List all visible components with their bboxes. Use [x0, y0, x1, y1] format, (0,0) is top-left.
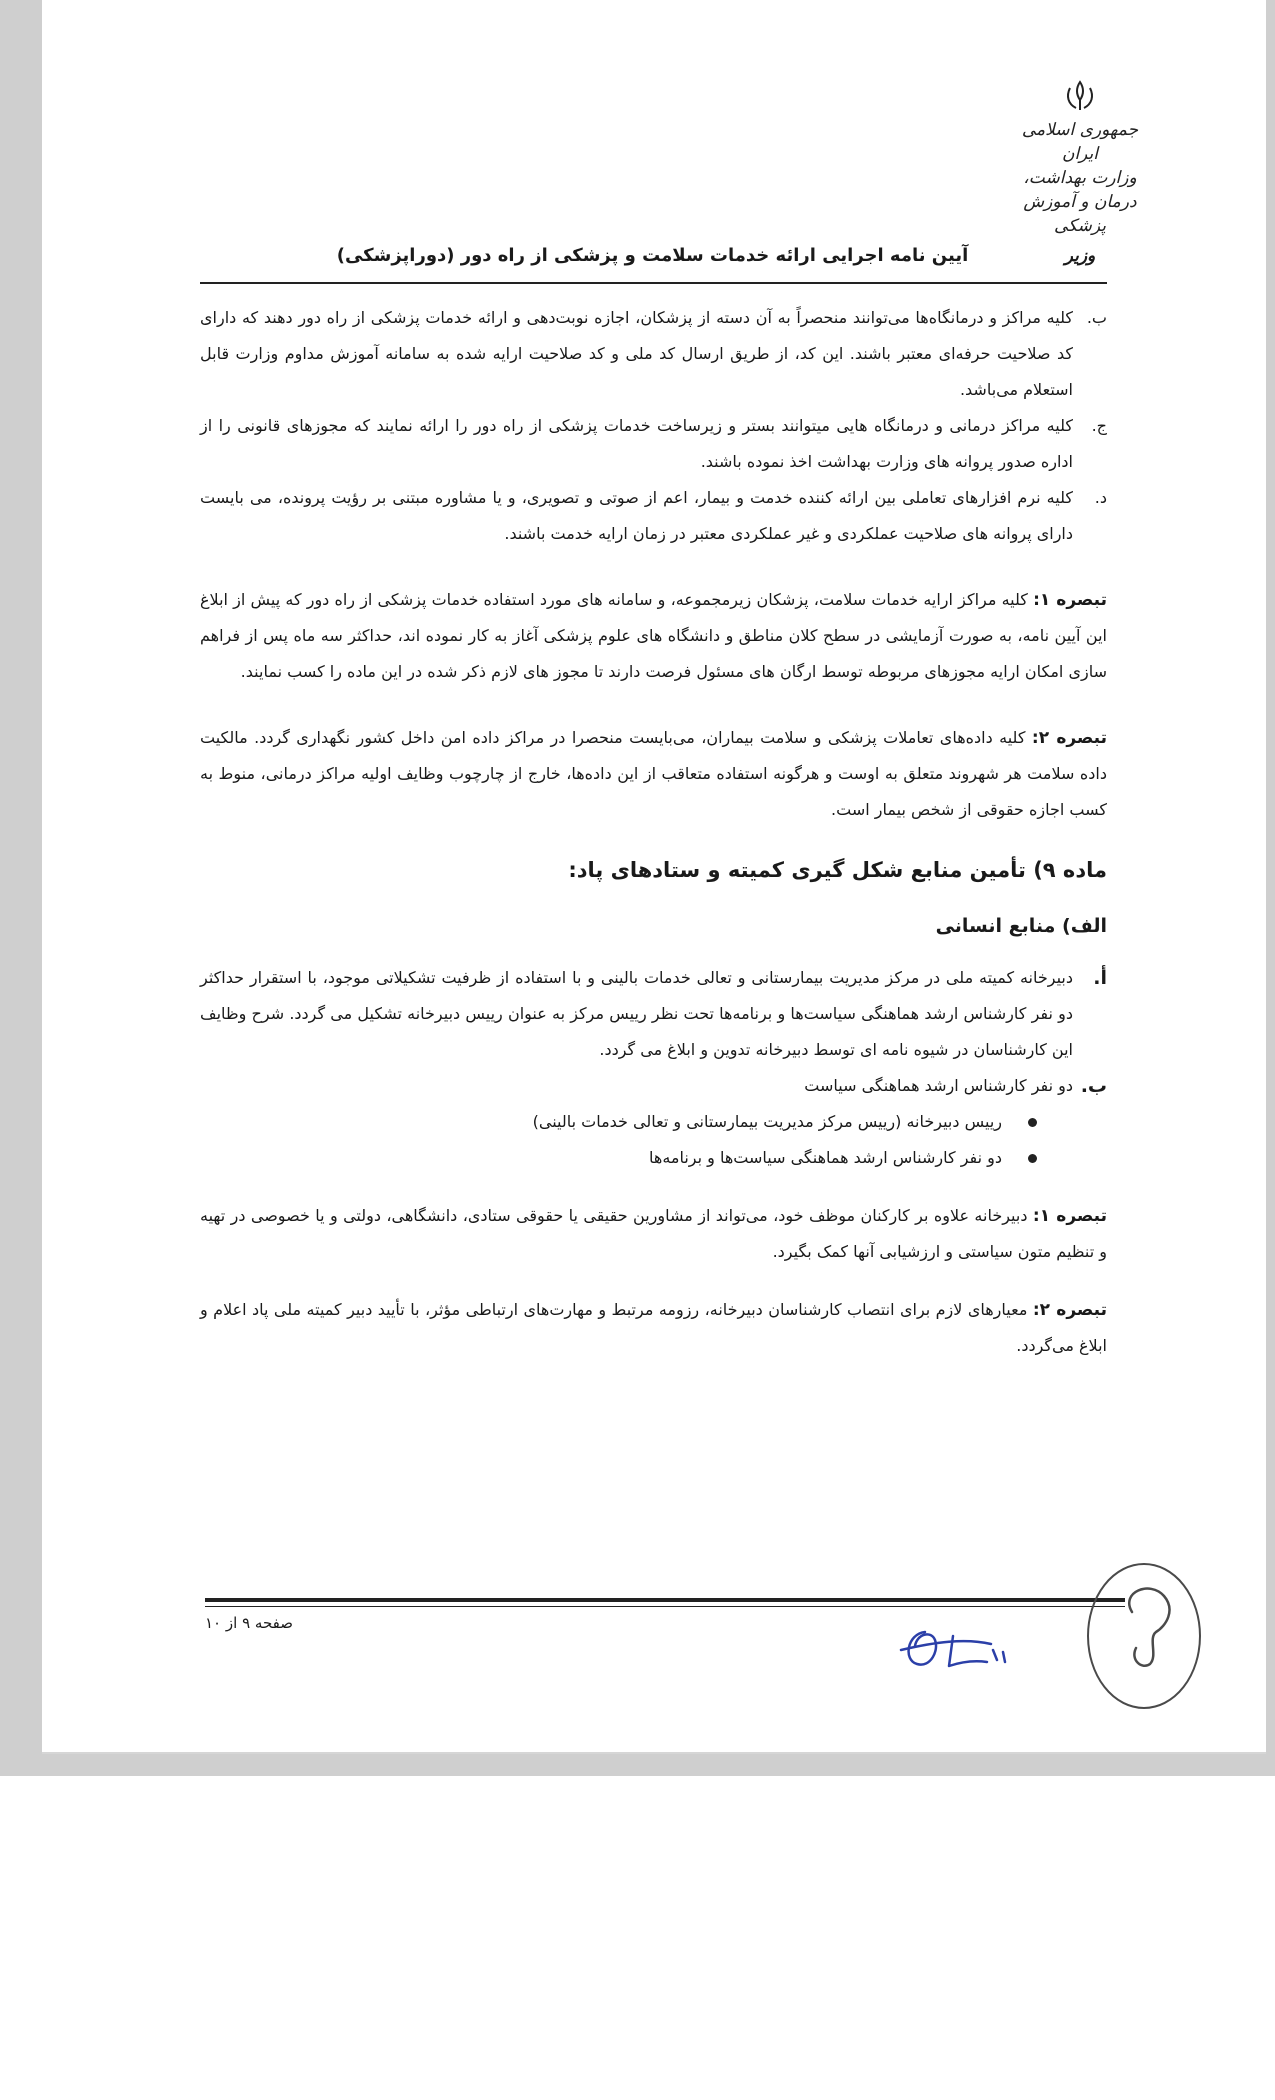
item-text: کلیه مراکز درمانی و درمانگاه هایی میتوانند بستر و زیرساخت خدمات پزشکی از راه دور را ارائه نمایند که مجوزهای قانونی را از اداره صدور پروانه های وزارت بهداشت اخذ نموده باشند. — [200, 416, 1073, 471]
org-name-line: جمهوری اسلامی ایران — [1021, 120, 1139, 164]
letterhead — [1005, 78, 1155, 266]
note-label: تبصره ۲: — [1032, 1300, 1107, 1320]
note-paragraph — [200, 1292, 1107, 1364]
list-item — [200, 1068, 1107, 1104]
footer-divider — [205, 1598, 1125, 1602]
sub-heading: الف) منابع انسانی — [935, 915, 1107, 937]
page-number: صفحه ۹ از ۱۰ — [205, 1614, 293, 1632]
list-item — [200, 960, 1107, 1068]
item-text: کلیه مراکز و درمانگاه‌ها می‌توانند منحصراً به آن دسته از پزشکان، اجازه نوبت‌دهی و ارائه خدمات پزشکی از راه دور دهند که دارای کد صلاحیت حرفه‌ای معتبر باشند. این کد، از طریق ارسال کد ملی و کد صلاحیت ارایه شده به سامانه آموزش مداوم وزارت قابل استعلام می‌باشد. — [200, 308, 1073, 399]
list-item — [200, 408, 1107, 480]
signature-mark — [895, 1620, 1035, 1680]
document-title: آیین نامه اجرایی ارائه خدمات سلامت و پزشکی از راه دور (دوراپزشکی) — [336, 245, 969, 266]
item-text: دو نفر کارشناس ارشد هماهنگی سیاست — [804, 1076, 1073, 1095]
bullet-icon — [1028, 1118, 1037, 1127]
item-letter: ج. — [1091, 416, 1107, 435]
note-text: کلیه داده‌های تعاملات پزشکی و سلامت بیماران، می‌بایست منحصرا در مراکز داده امن داخل کشور نگهداری گردد. مالکیت داده سلامت هر شهروند متعلق به اوست و هرگونه استفاده متعاقب از این داده‌ها، خارج از چارچوب وظایف اولیه مراکز درمانی، منوط به کسب اجازه حقوقی از شخص بیمار است. — [200, 728, 1107, 819]
item-text: دبیرخانه کمیته ملی در مرکز مدیریت بیمارستانی و تعالی خدمات بالینی و با استفاده از ظرفیت تشکیلاتی موجود، با استقرار حداکثر دو نفر کارشناس ارشد هماهنگی سیاست‌ها و برنامه‌ها تحت نظر رییس مرکز به عنوان رییس دبیرخانه تشکیل می گردد. شرح وظایف این کارشناسان در شیوه نامه ای توسط دبیرخانه تدوین و ابلاغ می گردد. — [200, 968, 1073, 1059]
note-paragraph — [200, 1198, 1107, 1270]
note-text: دبیرخانه علاوه بر کارکنان موظف خود، می‌تواند از مشاورین حقیقی یا حقوقی ستادی، دانشگاهی، دولتی و یا خصوصی در تهیه و تنظیم متون سیاستی و ارزشیابی آنها کمک بگیرد. — [200, 1206, 1107, 1261]
bullet-item — [200, 1140, 1037, 1176]
item-text: کلیه نرم افزارهای تعاملی بین ارائه کننده خدمت و بیمار، اعم از صوتی و تصویری، و یا مشاوره مبتنی بر رؤیت پرونده، می بایست دارای پروانه های صلاحیت عملکردی و غیر عملکردی معتبر در زمان ارایه خدمت باشند. — [200, 488, 1073, 543]
item-letter: ب. — [1086, 308, 1107, 327]
bullet-text: رییس دبیرخانه (رییس مرکز مدیریت بیمارستانی و تعالی خدمات بالینی) — [532, 1112, 1002, 1131]
note-label: تبصره ۱: — [1032, 1206, 1107, 1226]
note-paragraph — [200, 720, 1107, 828]
national-emblem-icon — [1062, 78, 1098, 114]
list-item — [200, 480, 1107, 552]
item-letter: ب. — [1080, 1075, 1107, 1097]
note-label: تبصره ۱: — [1033, 590, 1107, 610]
bullet-icon — [1028, 1154, 1037, 1163]
document-body — [200, 300, 1107, 1364]
stamp-mark — [1080, 1552, 1210, 1712]
item-letter: أ. — [1093, 967, 1107, 989]
note-text: معیارهای لازم برای انتصاب کارشناسان دبیرخانه، رزومه مرتبط و مهارت‌های ارتباطی مؤثر، با تأیید دبیر کمیته ملی پاد اعلام و ابلاغ می‌گردد. — [200, 1300, 1107, 1355]
bullet-text: دو نفر کارشناس ارشد هماهنگی سیاست‌ها و برنامه‌ها — [649, 1148, 1002, 1167]
note-text: کلیه مراکز ارایه خدمات سلامت، پزشکان زیرمجموعه، و سامانه های مورد استفاده خدمات پزشکی از راه دور که پیش از ابلاغ این آیین نامه، به صورت آزمایشی در سطح کلان مناطق و دانشگاه های علوم پزشکی آغاز به کار نموده اند، حداکثر سه ماه پس از فراهم سازی امکان ارایه مجوزهای مربوطه توسط ارگان های مسئول فرصت دارند تا مجوز های لازم ذکر شده در این ماده را کسب نمایند. — [200, 590, 1107, 681]
section-heading: ماده ۹) تأمین منابع شکل گیری کمیته و ستادهای پاد: — [568, 858, 1107, 882]
minister-label: وزیر — [1064, 246, 1096, 266]
footer-divider-thin — [205, 1606, 1125, 1607]
title-divider — [200, 282, 1107, 284]
note-label: تبصره ۲: — [1031, 728, 1108, 748]
bullet-list — [200, 1104, 1037, 1176]
item-letter: د. — [1094, 488, 1107, 507]
list-item — [200, 300, 1107, 408]
note-paragraph — [200, 582, 1107, 690]
bullet-item — [200, 1104, 1037, 1140]
ministry-name-line: وزارت بهداشت، درمان و آموزش پزشکی — [1023, 168, 1137, 236]
